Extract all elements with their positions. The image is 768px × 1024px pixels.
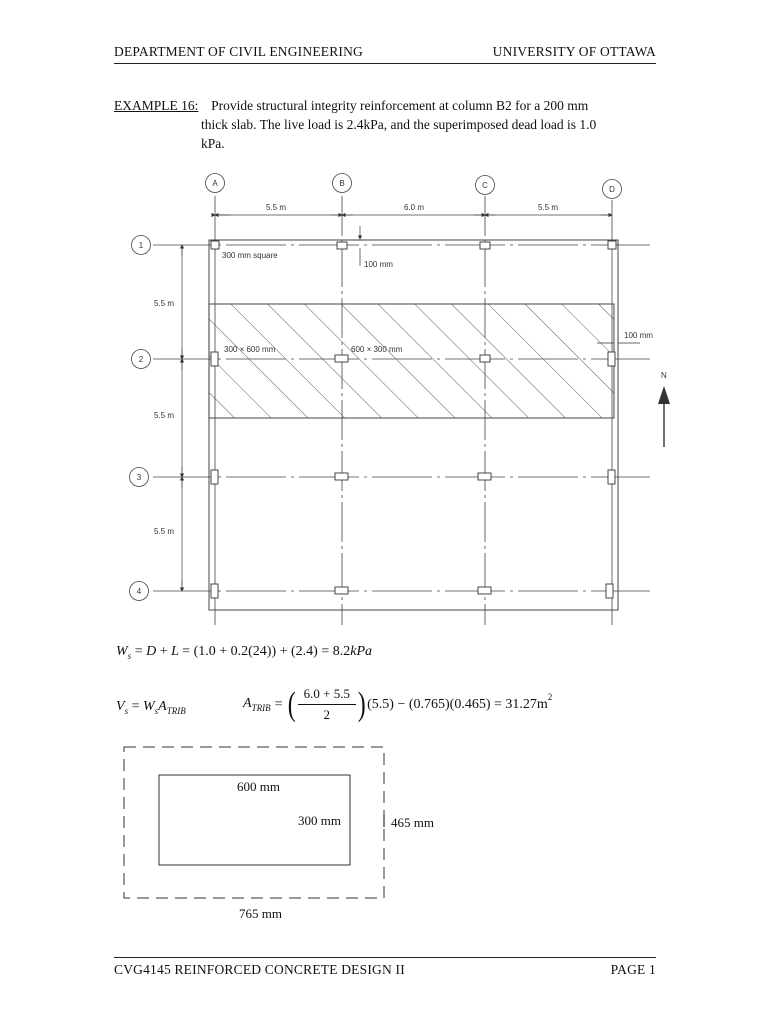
grid-label-d: D — [609, 185, 615, 194]
grid-label-3: 3 — [136, 473, 142, 482]
span-cd-label: 5.5 m — [537, 203, 559, 212]
example-label: EXAMPLE 16: — [114, 98, 199, 113]
span-bc-label: 6.0 m — [403, 203, 425, 212]
header-department: DEPARTMENT OF CIVIL ENGINEERING — [114, 44, 364, 59]
columns — [211, 241, 616, 598]
grid-bubbles-columns — [206, 174, 622, 199]
right-offset-label: 100 mm — [624, 331, 653, 340]
span-34-label: 5.5 m — [154, 527, 175, 536]
north-arrow-icon — [658, 386, 670, 447]
example-line-3: kPa. — [201, 136, 225, 151]
north-label: N — [661, 371, 667, 380]
outer-height-label: 465 mm — [391, 815, 434, 830]
span-12-label: 5.5 m — [154, 299, 175, 308]
example-line-1: Provide structural integrity reinforcement at column B2 for a 200 mm — [211, 98, 589, 113]
equation-vs: $V_s = W_sA_{TRIB}$ — [116, 699, 186, 716]
atrib-rest: (5.5) − (0.765)(0.465) = 31.27m — [367, 696, 548, 712]
span-ab-label: 5.5 m — [265, 203, 287, 212]
example-line-2: thick slab. The live load is 2.4kPa, and the superimposed dead load is 1.0 — [201, 117, 597, 132]
atrib-denominator: 2 — [323, 707, 331, 722]
atrib-numerator: 6.0 + 5.5 — [303, 686, 350, 701]
equation-ws: $W_s = D + L = (1.0 + 0.2(24)) + (2.4) = 8.2kPa$ — [116, 644, 372, 661]
grid-label-1: 1 — [138, 241, 144, 250]
grid-label-b: B — [339, 179, 345, 188]
span-23-label: 5.5 m — [154, 411, 175, 420]
critical-section-outline — [124, 747, 384, 898]
header-university: UNIVERSITY OF OTTAWA — [492, 44, 656, 59]
grid-label-2: 2 — [138, 355, 144, 364]
outer-width-label: 765 mm — [239, 906, 282, 921]
atrib-exponent: 2 — [547, 692, 553, 702]
top-offset-label: 100 mm — [364, 260, 393, 269]
grid-bubbles-rows — [130, 236, 151, 601]
inner-height-label: 300 mm — [298, 813, 341, 828]
col-a2-label: 300 × 600 mm — [224, 345, 276, 354]
square-column-label: 300 mm square — [222, 251, 278, 260]
slab-outline — [209, 240, 618, 610]
grid-label-4: 4 — [136, 587, 142, 596]
footer-rule — [114, 957, 656, 958]
footer-page: PAGE 1 — [610, 962, 656, 977]
tributary-area-hatch — [209, 304, 614, 418]
footer-course: CVG4145 REINFORCED CONCRETE DESIGN II — [114, 962, 405, 977]
equation-atrib: $A_{TRIB}$ = ( 6.0 + 5.5 2 ) (5.5) − (0.765)(0.465) = 31.27m $^2$ — [243, 685, 553, 723]
grid-label-c: C — [482, 181, 488, 190]
inner-width-label: 600 mm — [237, 779, 280, 794]
col-b2-label: 600 × 300 mm — [351, 345, 403, 354]
grid-label-a: A — [212, 179, 218, 188]
